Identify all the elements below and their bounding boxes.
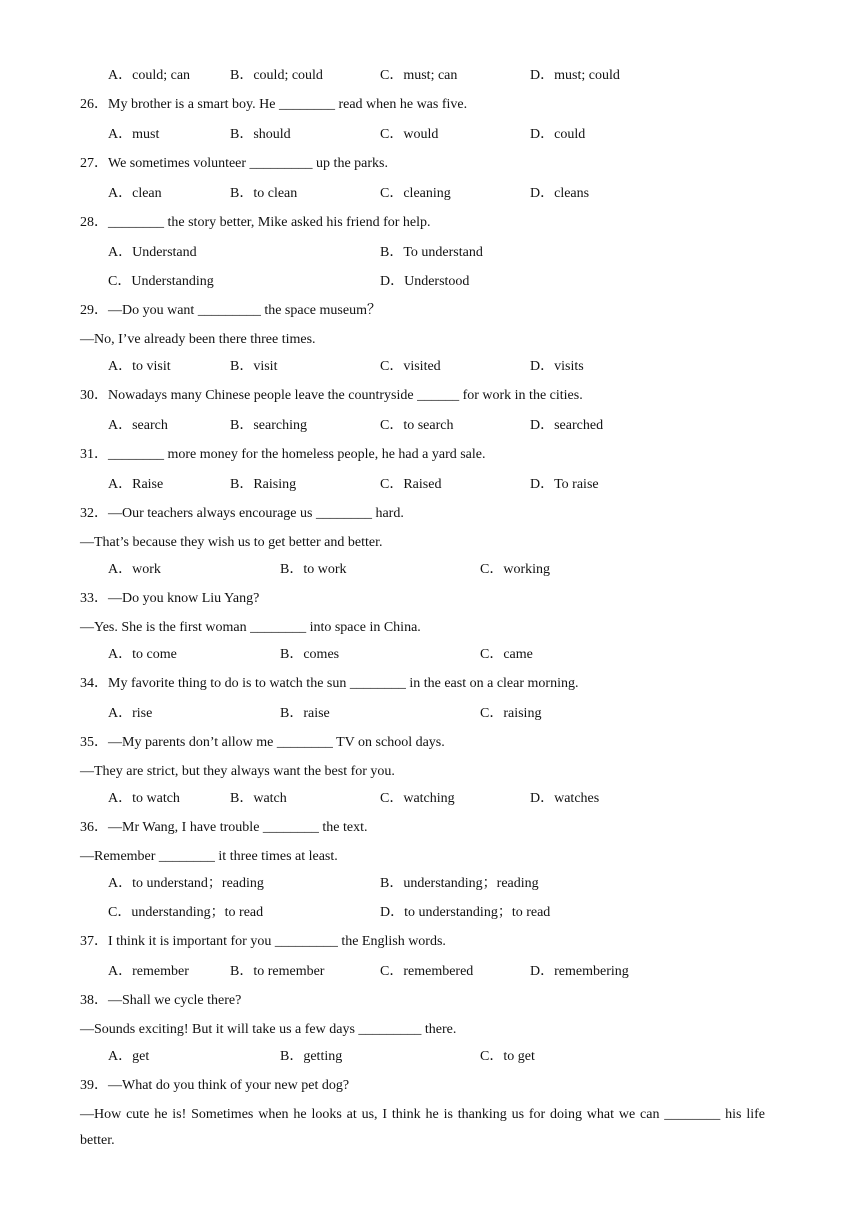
q27-stem: 27．We sometimes volunteer _________ up the parks. xyxy=(80,156,388,171)
q27-option-a: A．clean xyxy=(108,186,162,201)
q30-option-d: D．searched xyxy=(530,418,604,433)
q32-option-a: A．work xyxy=(108,562,161,577)
q28-option-c: C．Understanding xyxy=(108,274,214,289)
q36-option-c: C．understanding；to read xyxy=(108,905,264,920)
q29-stem: 29．—Do you want _________ the space museum？ xyxy=(80,303,381,318)
q27-option-d: D．cleans xyxy=(530,186,590,201)
q37-option-c: C．remembered xyxy=(380,964,474,979)
q33-reply: —Yes. She is the first woman ________ into space in China. xyxy=(80,620,421,635)
q32-option-b: B．to work xyxy=(280,562,347,577)
q30-option-c: C．to search xyxy=(380,418,454,433)
q28-option-a: A．Understand xyxy=(108,245,197,260)
q27-option-b: B．to clean xyxy=(230,186,298,201)
q33-stem: 33．—Do you know Liu Yang? xyxy=(80,591,260,606)
q32-reply: —That’s because they wish us to get better and better. xyxy=(80,535,383,550)
q33-option-b: B．comes xyxy=(280,647,340,662)
q36-option-a: A．to understand；reading xyxy=(108,876,264,891)
q31-option-d: D．To raise xyxy=(530,477,599,492)
q26-option-a: A．must xyxy=(108,127,160,142)
q25-option-b: B．could; could xyxy=(230,68,323,83)
q32-stem: 32．—Our teachers always encourage us ________ hard. xyxy=(80,506,404,521)
q25-option-d: D．must; could xyxy=(530,68,620,83)
q29-reply: —No, I’ve already been there three times. xyxy=(80,332,316,347)
q35-option-a: A．to watch xyxy=(108,791,180,806)
q37-option-d: D．remembering xyxy=(530,964,629,979)
q25-option-c: C．must; can xyxy=(380,68,458,83)
q35-option-c: C．watching xyxy=(380,791,455,806)
q31-option-a: A．Raise xyxy=(108,477,164,492)
q32-option-c: C．working xyxy=(480,562,550,577)
q26-option-b: B．should xyxy=(230,127,291,142)
q30-stem: 30．Nowadays many Chinese people leave the countryside ______ for work in the cities. xyxy=(80,388,583,403)
q35-stem: 35．—My parents don’t allow me ________ TV on school days. xyxy=(80,735,445,750)
q31-option-b: B．Raising xyxy=(230,477,297,492)
q36-option-b: B．understanding；reading xyxy=(380,876,539,891)
q26-option-d: D．could xyxy=(530,127,586,142)
q29-option-a: A．to visit xyxy=(108,359,171,374)
q26-option-c: C．would xyxy=(380,127,439,142)
q35-option-d: D．watches xyxy=(530,791,600,806)
q29-option-d: D．visits xyxy=(530,359,584,374)
q30-option-b: B．searching xyxy=(230,418,307,433)
q38-stem: 38．—Shall we cycle there? xyxy=(80,993,242,1008)
q36-reply: —Remember ________ it three times at least. xyxy=(80,849,338,864)
q38-option-a: A．get xyxy=(108,1049,150,1064)
q27-option-c: C．cleaning xyxy=(380,186,451,201)
q29-option-b: B．visit xyxy=(230,359,278,374)
q38-option-c: C．to get xyxy=(480,1049,535,1064)
q34-option-b: B．raise xyxy=(280,706,330,721)
q31-option-c: C．Raised xyxy=(380,477,442,492)
q35-reply: —They are strict, but they always want the best for you. xyxy=(80,764,395,779)
q34-stem: 34．My favorite thing to do is to watch the sun ________ in the east on a clear morning. xyxy=(80,676,579,691)
q28-stem: 28．________ the story better, Mike asked his friend for help. xyxy=(80,215,431,230)
q36-stem: 36．—Mr Wang, I have trouble ________ the text. xyxy=(80,820,368,835)
q28-option-d: D．Understood xyxy=(380,274,470,289)
q29-option-c: C．visited xyxy=(380,359,441,374)
q37-option-a: A．remember xyxy=(108,964,189,979)
q33-option-a: A．to come xyxy=(108,647,177,662)
q39-stem: 39．—What do you think of your new pet dog? xyxy=(80,1078,350,1093)
q34-option-c: C．raising xyxy=(480,706,542,721)
q26-stem: 26．My brother is a smart boy. He ________ read when he was five. xyxy=(80,97,468,112)
q28-option-b: B．To understand xyxy=(380,245,483,260)
q38-option-b: B．getting xyxy=(280,1049,343,1064)
q31-stem: 31．________ more money for the homeless people, he had a yard sale. xyxy=(80,447,486,462)
q37-option-b: B．to remember xyxy=(230,964,325,979)
q34-option-a: A．rise xyxy=(108,706,153,721)
q39-reply: —How cute he is! Sometimes when he looks at us, I think he is thanking us for doing what we can ________ his life better. xyxy=(80,1107,765,1148)
q25-option-a: A．could; can xyxy=(108,68,191,83)
q38-reply: —Sounds exciting! But it will take us a few days _________ there. xyxy=(80,1022,457,1037)
q36-option-d: D．to understanding；to read xyxy=(380,905,551,920)
q35-option-b: B．watch xyxy=(230,791,287,806)
q30-option-a: A．search xyxy=(108,418,168,433)
q33-option-c: C．came xyxy=(480,647,533,662)
q37-stem: 37．I think it is important for you _________ the English words. xyxy=(80,934,446,949)
